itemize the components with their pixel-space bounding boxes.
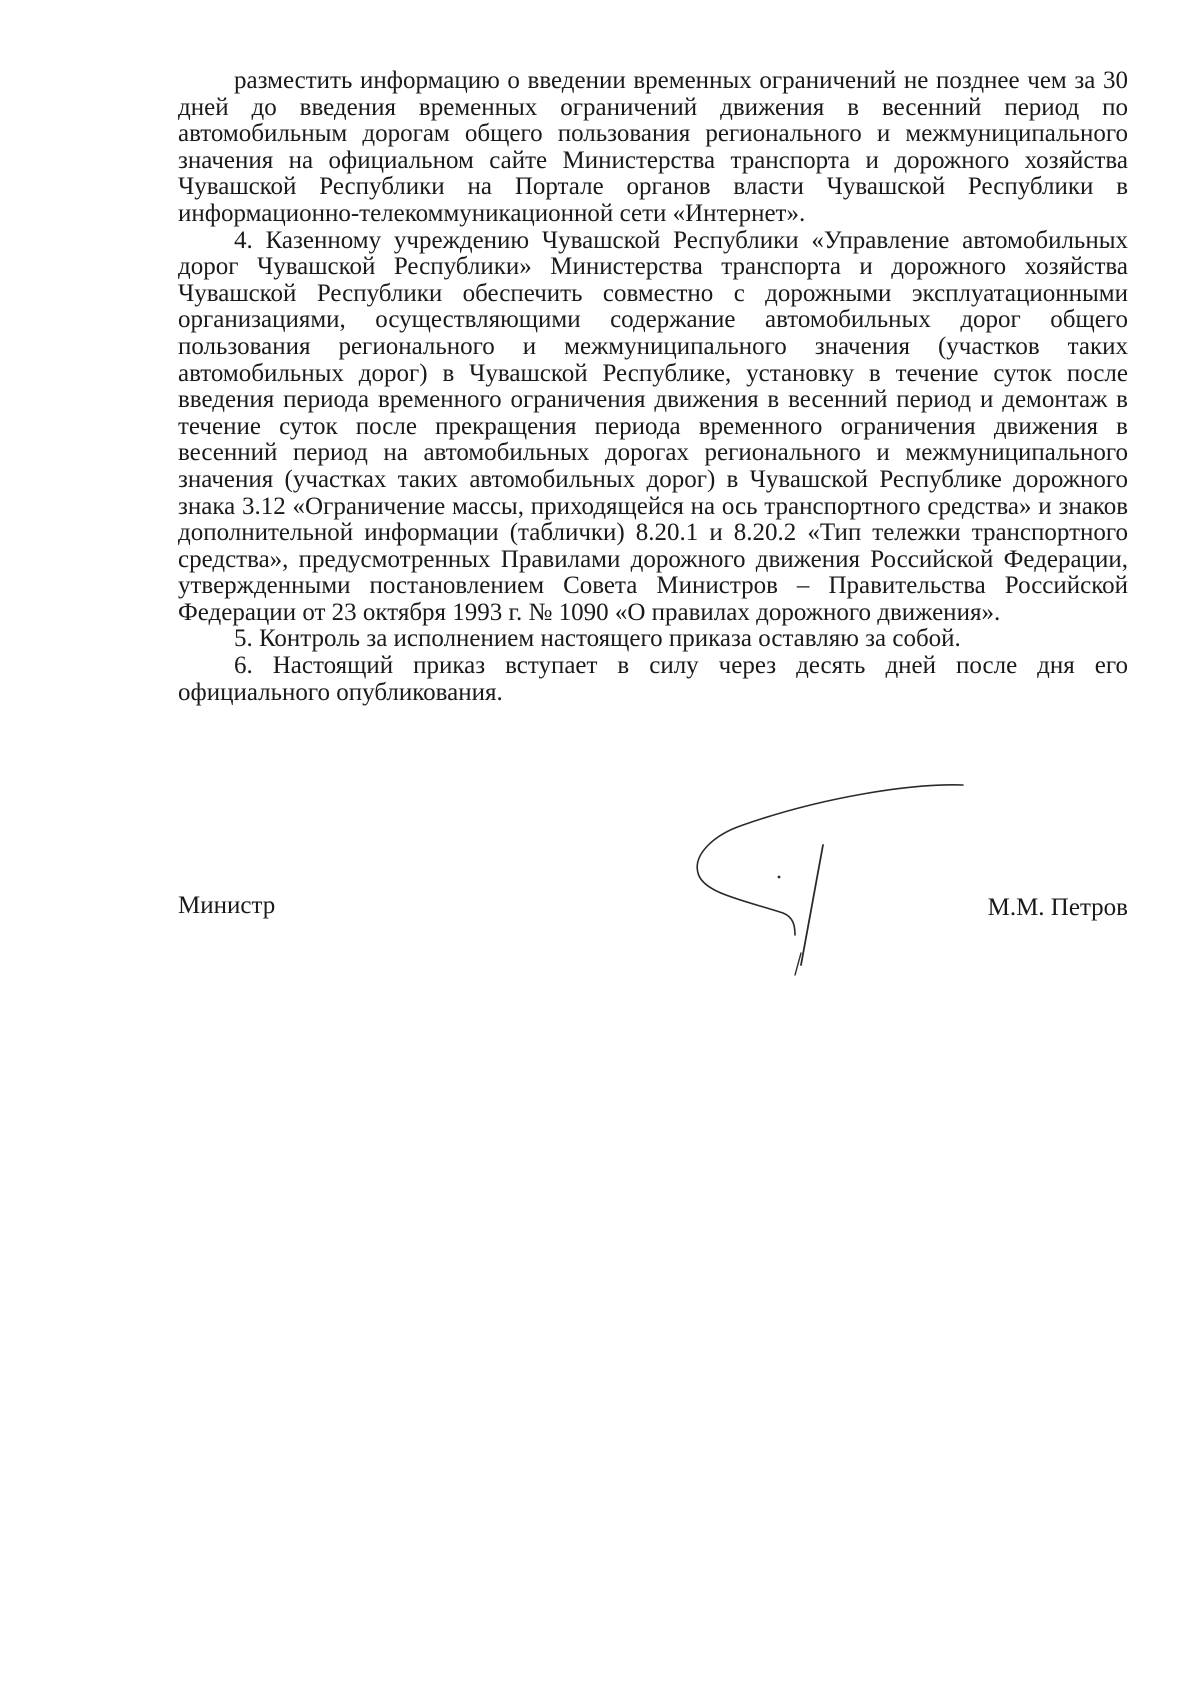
handwritten-signature (683, 775, 1013, 995)
signer-name: М.М. Петров (987, 894, 1128, 921)
paragraph-publication-notice: разместить информацию о введении временных ограничений не позднее чем за 30 дней до введения временных ограничений движения в весенний период по автомобильным дорогам общего пользования регионального и межмуниципального значения на официальном сайте Министерства транспорта и дорожного хозяйства Чувашской Республики на Портале органов власти Чувашской Республики в информационно-телекоммуникационной сети «Интернет». (178, 67, 1128, 227)
paragraph-item-5: 5. Контроль за исполнением настоящего приказа оставляю за собой. (234, 625, 961, 653)
paragraph-item-4: 4. Казенному учреждению Чувашской Республики «Управление автомобильных дорог Чувашской Республики» Министерства транспорта и дорожного хозяйства Чувашской Республики обеспечить совместно с дорожными эксплуатационными организациями, осуществляющими содержание автомобильных дорог общего пользования регионального и межмуниципального значения (участков таких автомобильных дорог) в Чувашской Республике, установку в течение суток после введения периода временного ограничения движения в весенний период и демонтаж в течение суток после прекращения периода временного ограничения движения в весенний период на автомобильных дорогах регионального и межмуниципального значения (участках таких автомобильных дорог) в Чувашской Республике дорожного знака 3.12 «Ограничение массы, приходящейся на ось транспортного средства» и знаков дополнительной информации (таблички) 8.20.1 и 8.20.2 «Тип тележки транспортного средства», предусмотренных Правилами дорожного движения Российской Федерации, утвержденными постановлением Совета Министров – Правительства Российской Федерации от 23 октября 1993 г. № 1090 «О правилах дорожного движения». (178, 226, 1128, 626)
signature-block (178, 880, 1128, 1040)
paragraph-item-6: 6. Настоящий приказ вступает в силу через десять дней после дня его официального опубликования. (178, 652, 1128, 706)
document-body (178, 68, 1128, 706)
signer-position: Министр (178, 892, 276, 919)
